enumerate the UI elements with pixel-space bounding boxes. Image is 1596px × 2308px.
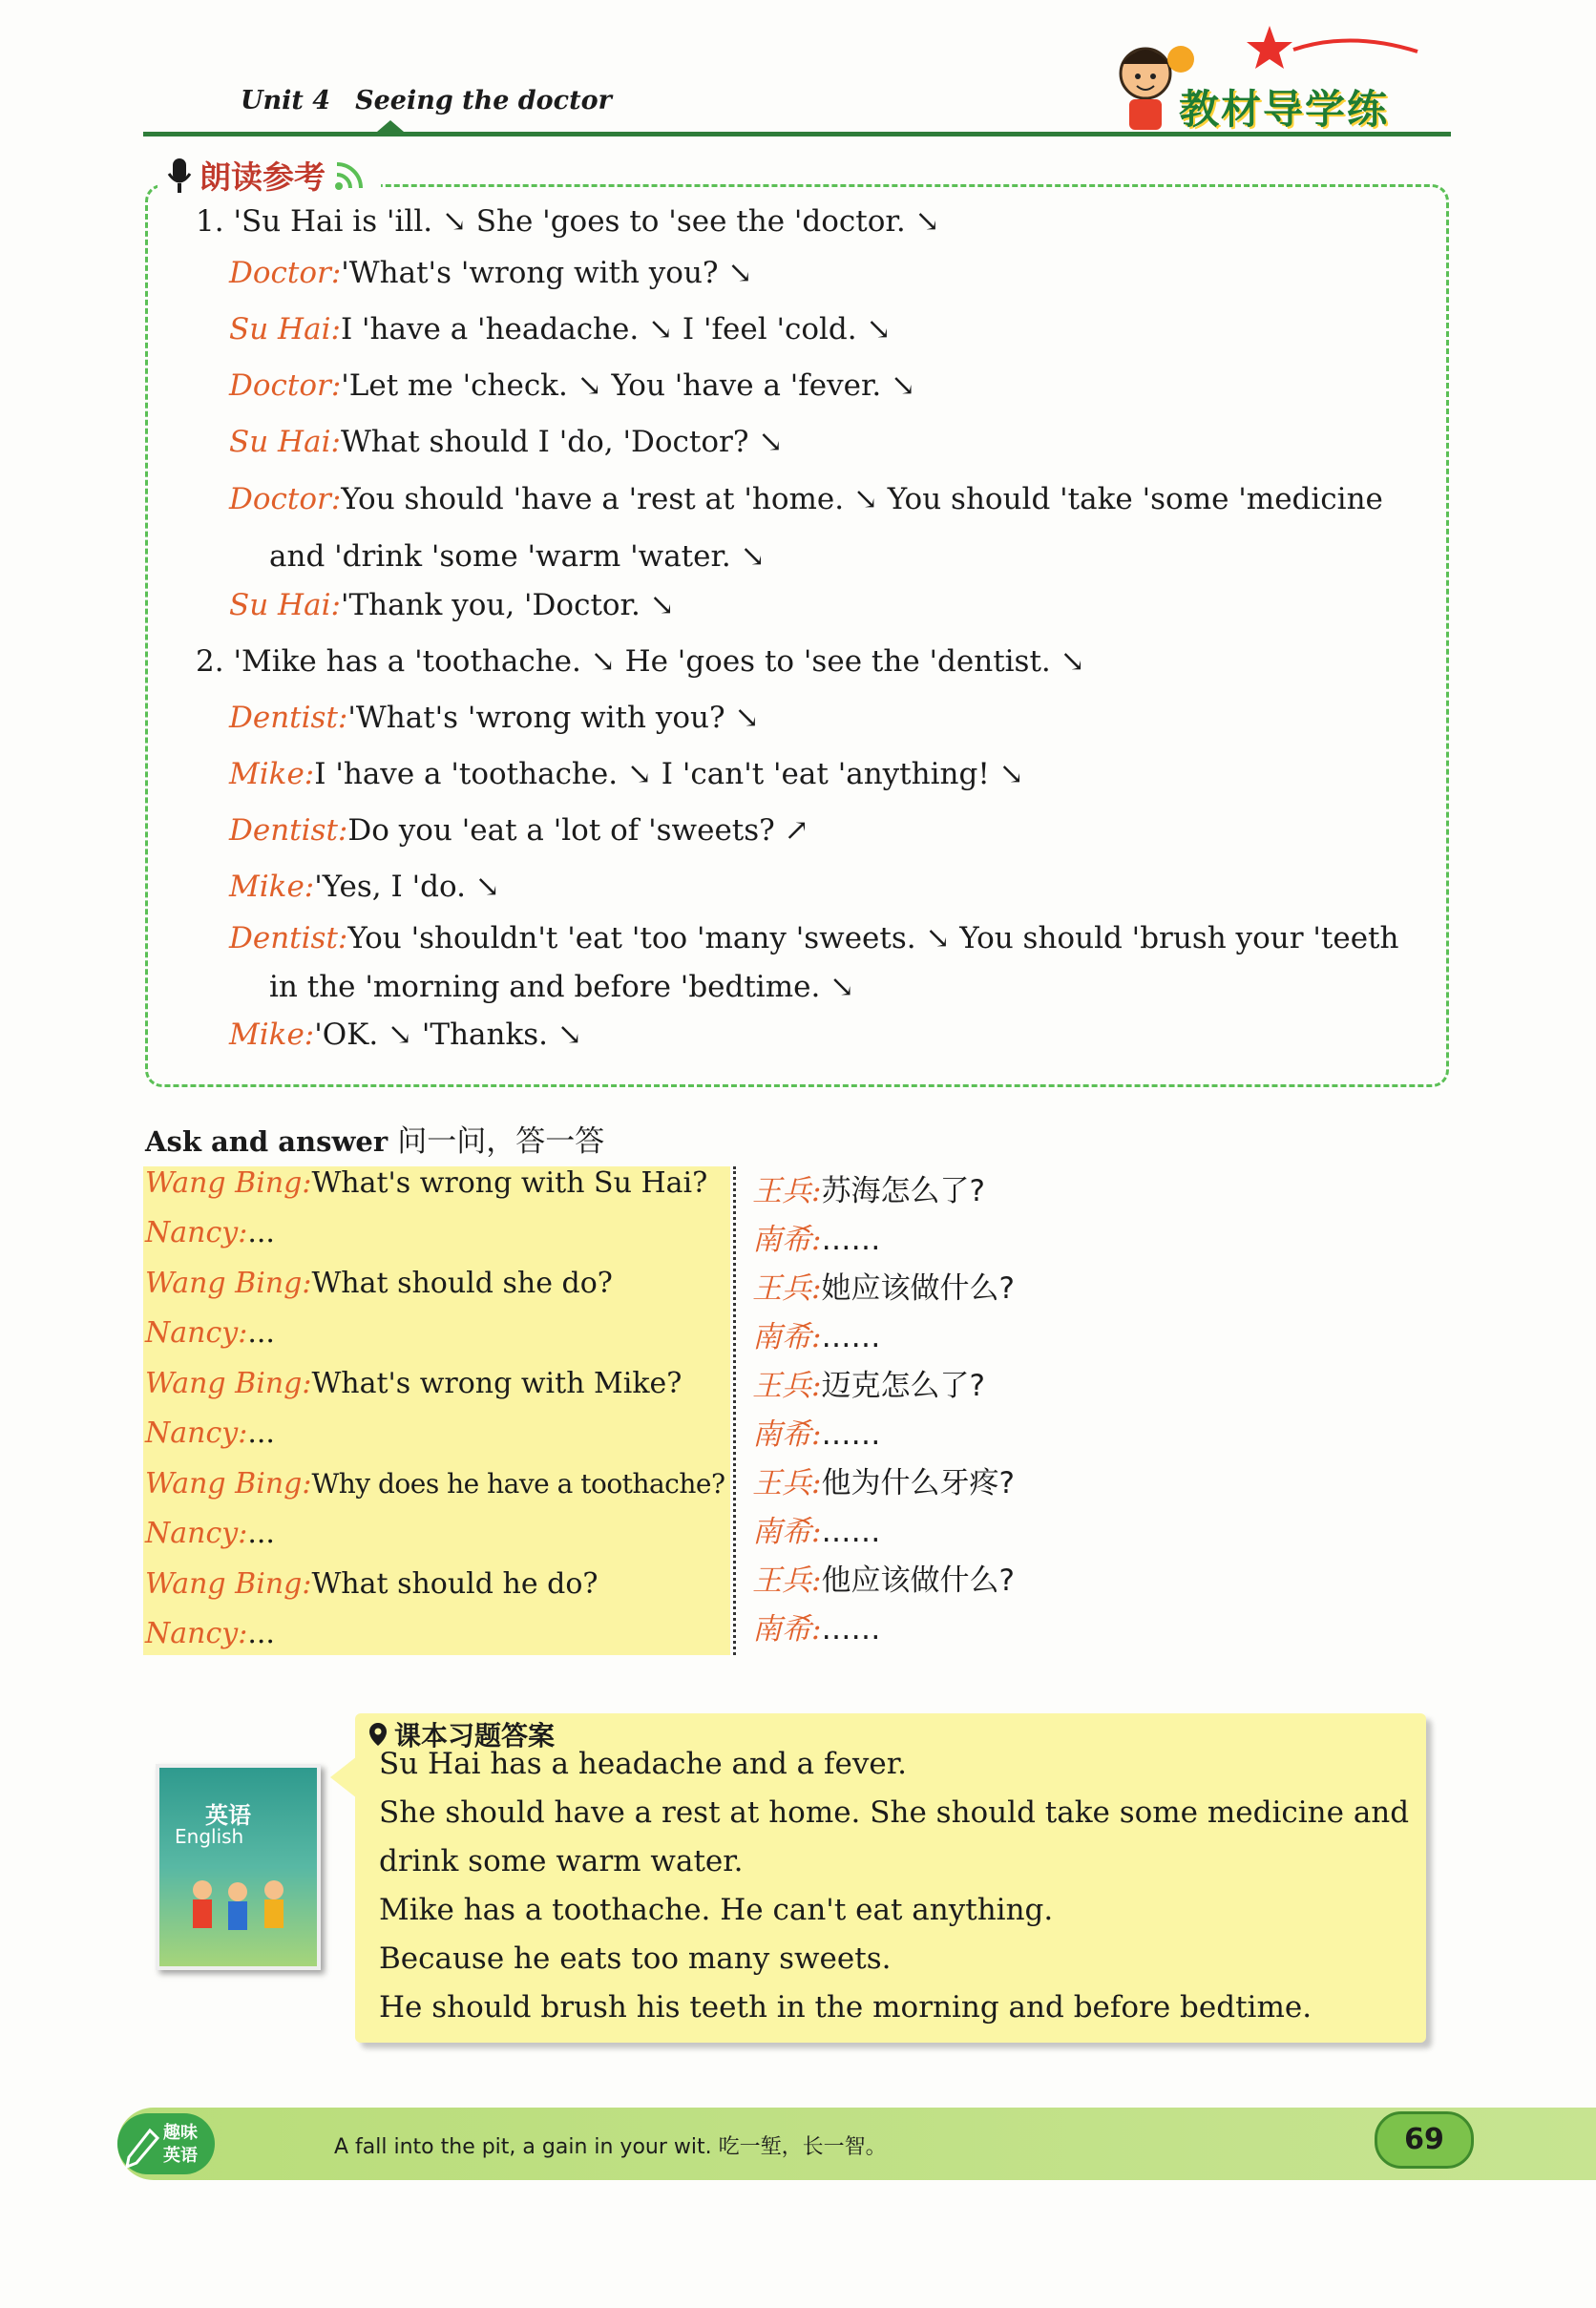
ask-line-zh: 王兵:他为什么牙疼? [752, 1466, 1015, 1500]
reading-line: Dentist:'What's 'wrong with you? ↘ [229, 701, 760, 735]
ask-line-zh: 王兵:她应该做什么? [752, 1271, 1015, 1306]
reading-line: 2. 'Mike has a 'toothache. ↘ He 'goes to 'see the 'dentist. ↘ [196, 644, 1085, 679]
reading-line: 1. 'Su Hai is 'ill. ↘ She 'goes to 'see the 'doctor. ↘ [196, 204, 940, 239]
reading-line: Su Hai:'Thank you, 'Doctor. ↘ [229, 588, 675, 622]
unit-title: Seeing the doctor [355, 86, 612, 115]
ask-line-en: Nancy:... [145, 1416, 275, 1450]
reading-line: Mike:'OK. ↘ 'Thanks. ↘ [229, 1018, 582, 1052]
reading-line: Doctor:'Let me 'check. ↘ You 'have a 'fever. ↘ [229, 368, 916, 403]
reading-label: 朗读参考 [200, 158, 326, 196]
unit-heading [241, 86, 612, 115]
answer-line: drink some warm water. [379, 1844, 744, 1878]
unit-number: Unit 4 [241, 86, 331, 115]
ask-line-en: Wang Bing:What's wrong with Su Hai? [145, 1166, 708, 1200]
ask-line-zh: 王兵:他应该做什么? [752, 1563, 1015, 1598]
answer-line: Su Hai has a headache and a fever. [379, 1747, 907, 1781]
ask-line-en: Wang Bing:Why does he have a toothache? [145, 1467, 725, 1500]
ask-line-en: Wang Bing:What should he do? [145, 1567, 598, 1601]
ask-line-zh: 王兵:迈克怎么了? [752, 1369, 985, 1403]
answer-label: 课本习题答案 [394, 1720, 556, 1752]
ask-line-en: Nancy:... [145, 1216, 275, 1249]
ask-divider [733, 1166, 736, 1655]
reading-line: Doctor:You should 'have a 'rest at 'home. ↘ You should 'take 'some 'medicine [229, 482, 1383, 516]
reading-line: in the 'morning and before 'bedtime. ↘ [269, 970, 855, 1004]
ask-line-en: Nancy:... [145, 1617, 275, 1650]
sound-waves-icon [333, 159, 371, 192]
reading-line: and 'drink 'some 'warm 'water. ↘ [269, 539, 766, 574]
footer-proverb: A fall into the pit, a gain in your wit. 吃一堑，长一智。 [334, 2135, 887, 2159]
ask-line-en: Nancy:... [145, 1517, 275, 1550]
ask-line-zh: 南希:…… [752, 1417, 881, 1452]
ask-line-zh: 南希:…… [752, 1223, 881, 1257]
ask-line-zh: 南希:…… [752, 1515, 881, 1549]
reading-line: Su Hai:I 'have a 'headache. ↘ I 'feel 'cold. ↘ [229, 312, 892, 346]
badge-line-2: 英语 [163, 2146, 198, 2166]
location-pin-icon [368, 1721, 388, 1748]
ask-line-en: Nancy:... [145, 1316, 275, 1350]
header-marker [377, 120, 404, 132]
answer-line: He should brush his teeth in the morning and before bedtime. [379, 1990, 1312, 2025]
fun-english-badge [117, 2113, 215, 2174]
page-number: 69 [1375, 2111, 1474, 2169]
reading-line: Su Hai:What should I 'do, 'Doctor? ↘ [229, 425, 784, 459]
badge-line-1: 趣味 [163, 2123, 198, 2143]
brand-logo [1102, 21, 1456, 136]
ask-title: Ask and answer 问一问，答一答 [145, 1124, 605, 1159]
reading-line: Dentist:Do you 'eat a 'lot of 'sweets? ↗ [229, 813, 809, 848]
reading-line: Mike:'Yes, I 'do. ↘ [229, 870, 500, 904]
ask-line-zh: 南希:…… [752, 1320, 881, 1354]
answer-line: She should have a rest at home. She should take some medicine and [379, 1795, 1410, 1830]
reading-line: Mike:I 'have a 'toothache. ↘ I 'can't 'eat 'anything! ↘ [229, 757, 1024, 791]
brand-title: 教材导学练 [1179, 86, 1390, 133]
ask-line-en: Wang Bing:What should she do? [145, 1267, 613, 1300]
answer-line: Mike has a toothache. He can't eat anything. [379, 1893, 1054, 1927]
pencil-icon [121, 2113, 165, 2174]
children-illustration-icon [178, 1873, 298, 1940]
ask-line-zh: 南希:…… [752, 1612, 881, 1647]
microphone-icon [167, 157, 192, 195]
book-title-zh: 英语 [205, 1802, 251, 1829]
textbook-cover [156, 1764, 321, 1970]
reading-heading [158, 153, 381, 198]
reading-line: Dentist:You 'shouldn't 'eat 'too 'many 'sweets. ↘ You should 'brush your 'teeth [229, 921, 1399, 955]
ask-line-zh: 王兵:苏海怎么了? [752, 1174, 985, 1208]
ask-line-en: Wang Bing:What's wrong with Mike? [145, 1367, 682, 1400]
answer-line: Because he eats too many sweets. [379, 1941, 892, 1976]
reading-line: Doctor:'What's 'wrong with you? ↘ [229, 256, 753, 290]
book-title-en: English [175, 1825, 244, 1848]
answer-panel-pointer [330, 1756, 357, 1798]
